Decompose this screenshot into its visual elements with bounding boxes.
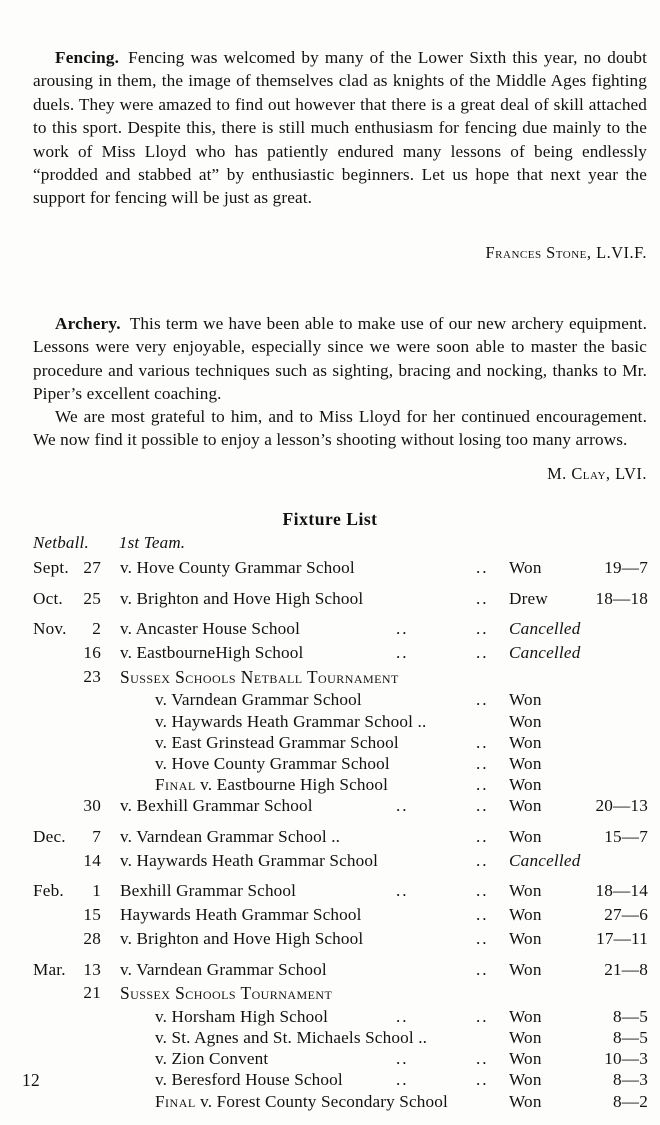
- fixture-opponent: v. Hove County Grammar School: [120, 558, 355, 577]
- fixture-leader-dots: ..: [476, 754, 489, 773]
- fixture-opponent: v. Hove County Grammar School: [155, 754, 390, 773]
- fixture-score: 8—5: [613, 1028, 648, 1048]
- fixture-row: [0, 619, 660, 643]
- fixture-leader-dots: ..: [396, 643, 409, 663]
- fixture-row: [0, 1028, 660, 1049]
- fixture-leader-dots: ..: [476, 850, 489, 870]
- fixture-final-label: Final: [155, 775, 196, 795]
- archery-heading: Archery.: [55, 314, 121, 333]
- fixture-result: Won: [509, 775, 542, 795]
- fixture-row: [0, 712, 660, 733]
- fencing-byline-text: Frances Stone, L.VI.F.: [485, 243, 647, 262]
- fixture-score: 8—5: [613, 1006, 648, 1026]
- fixture-month: Sept.: [33, 558, 69, 577]
- fixture-leader-dots: ..: [476, 775, 489, 795]
- fixture-leader-dots: ..: [476, 827, 489, 847]
- fixture-result: Won: [509, 796, 542, 816]
- fixture-tournament-heading: Sussex Schools Netball Tournament: [120, 666, 399, 687]
- fixture-day: 30: [83, 796, 101, 816]
- fixture-leader-dots: ..: [476, 905, 489, 925]
- fixture-row: [0, 775, 660, 796]
- fixture-leader-dots: ..: [476, 643, 489, 663]
- fixture-month: Mar.: [33, 959, 66, 979]
- fixture-row: [0, 1049, 660, 1070]
- fixture-leader-dots: ..: [476, 558, 489, 577]
- fixture-row: [0, 589, 660, 613]
- fixture-opponent: Final v. Eastbourne High School: [155, 775, 389, 795]
- fixture-opponent: v. Bexhill Grammar School: [120, 796, 313, 816]
- fixture-row: [0, 1092, 660, 1113]
- fixture-leader-dots: ..: [476, 796, 489, 816]
- fixture-row: [0, 983, 660, 1007]
- fixture-opponent: v. Ancaster House School: [120, 619, 301, 639]
- fixture-opponent: v. Brighton and Hove High School: [120, 588, 364, 608]
- fixture-leader-dots: ..: [476, 1070, 489, 1090]
- fixture-row: [0, 796, 660, 820]
- fixture-leader-dots: ..: [476, 588, 489, 608]
- fixture-result: Won: [509, 959, 542, 979]
- fixture-result: Won: [509, 732, 542, 752]
- fixture-score: 20—13: [595, 796, 648, 816]
- fixture-day: 15: [83, 905, 101, 925]
- fixture-result: Won: [509, 558, 542, 577]
- fixture-leader-dots: ..: [476, 928, 489, 948]
- fixture-day: 27: [83, 558, 101, 577]
- fixture-opponent: Haywards Heath Grammar School: [120, 905, 362, 925]
- fixture-row: [0, 905, 660, 929]
- fixture-row: [0, 558, 660, 582]
- fixture-row: [0, 690, 660, 711]
- fixture-opponent: v. Varndean Grammar School: [120, 959, 327, 979]
- fixture-result: Won: [509, 905, 542, 925]
- fixture-row: [0, 754, 660, 775]
- fixture-score: 18—14: [595, 881, 648, 901]
- section-archery: [33, 312, 647, 406]
- fixture-row: [0, 960, 660, 984]
- fixture-opponent: v. Haywards Heath Grammar School ..: [155, 711, 427, 731]
- fixture-final-label: Final: [155, 1091, 196, 1111]
- fixture-list-title: Fixture List: [282, 509, 378, 529]
- fixture-month: Dec.: [33, 827, 66, 847]
- fixture-day: 7: [92, 827, 101, 847]
- fixture-day: 13: [83, 959, 101, 979]
- section-fencing: [33, 46, 647, 210]
- fixture-score: 19—7: [604, 558, 648, 577]
- fixture-opponent: v. St. Agnes and St. Michaels School ..: [155, 1028, 428, 1048]
- fixture-day: 14: [83, 850, 101, 870]
- fixture-leader-dots: ..: [396, 881, 409, 901]
- fencing-byline: [33, 243, 647, 263]
- archery-paragraph-2: We are most grateful to him, and to Miss Lloyd for her continued encouragement. We now find it possible to enjoy a lesson’s shooting without losing too many arrows.: [33, 407, 647, 450]
- fixture-team-label: 1st Team.: [118, 533, 186, 552]
- fixture-row: [0, 1070, 660, 1091]
- fixture-result: Won: [509, 711, 542, 731]
- fixture-row: [0, 1007, 660, 1028]
- fencing-body-text: Fencing was welcomed by many of the Lower Sixth this year, no doubt arousing in them, the image of themselves clad as knights of the Middle Ages fighting duels. They were amazed to find out however that there is a great deal of skill attached to this sport. Despite this, there is still much enthusiasm for fencing due mainly to the work of Miss Lloyd who has patiently endured many lessons of being endlessly “prodded and stabbed at” by enthusiastic beginners. Let us hope that next year the support for fencing will be just as great.: [33, 48, 647, 208]
- fixture-result: Won: [509, 827, 542, 847]
- fixture-result: Won: [509, 1091, 542, 1111]
- fixture-score: 21—8: [604, 959, 648, 979]
- archery-byline: [33, 464, 647, 484]
- fixture-row: [0, 881, 660, 905]
- fixture-leader-dots: ..: [396, 1049, 409, 1069]
- fixture-opponent: v. Brighton and Hove High School: [120, 928, 364, 948]
- fixture-result: Won: [509, 1006, 542, 1026]
- fixture-sport-label: Netball.: [33, 533, 89, 552]
- fixture-opponent: v. Varndean Grammar School: [155, 690, 362, 710]
- fixture-day: 23: [83, 666, 101, 686]
- fixture-leader-dots: ..: [396, 619, 409, 639]
- fixture-month: Feb.: [33, 881, 64, 901]
- fixture-opponent: Bexhill Grammar School: [120, 881, 297, 901]
- fixture-result: Won: [509, 1028, 542, 1048]
- fixture-opponent: Final v. Forest County Secondary School: [155, 1091, 448, 1111]
- archery-byline-text: M. Clay, LVI.: [547, 464, 647, 483]
- fixture-result: Won: [509, 1070, 542, 1090]
- fixture-result: Won: [509, 881, 542, 901]
- fixture-opponent: v. Horsham High School: [155, 1006, 329, 1026]
- fixture-score: 15—7: [604, 827, 648, 847]
- fixture-opponent: v. Beresford House School: [155, 1070, 343, 1090]
- fixture-score: 10—3: [604, 1049, 648, 1069]
- fixture-opponent: v. Haywards Heath Grammar School: [120, 850, 379, 870]
- fixture-day: 28: [83, 928, 101, 948]
- fixture-row: [0, 827, 660, 851]
- fixture-row: [0, 733, 660, 754]
- fixture-score: 27—6: [604, 905, 648, 925]
- fixture-score: 18—18: [595, 588, 648, 608]
- fixture-result: Cancelled: [509, 850, 581, 870]
- archery-paragraph-1: [33, 312, 647, 406]
- fixture-row: [0, 643, 660, 667]
- fixture-row: [0, 929, 660, 953]
- fixture-leader-dots: ..: [476, 959, 489, 979]
- fixture-table: [0, 558, 660, 1113]
- fixture-score: 8—2: [613, 1091, 648, 1111]
- fixture-leader-dots: ..: [396, 1070, 409, 1090]
- fixture-leader-dots: ..: [476, 690, 489, 710]
- fixture-month: Nov.: [33, 619, 67, 639]
- fixture-result: Won: [509, 928, 542, 948]
- fixture-leader-dots: ..: [476, 1049, 489, 1069]
- fixture-score: 8—3: [613, 1070, 648, 1090]
- fixture-leader-dots: ..: [476, 619, 489, 639]
- fixture-leader-dots: ..: [476, 881, 489, 901]
- fixture-row: [0, 667, 660, 691]
- fixture-result: Won: [509, 1049, 542, 1069]
- fixture-opponent: v. EastbourneHigh School: [120, 643, 304, 663]
- fixture-list-subheading: [33, 533, 185, 553]
- fencing-heading: Fencing.: [55, 48, 120, 67]
- section-archery-continued: [33, 405, 647, 452]
- fixture-opponent: v. Varndean Grammar School ..: [120, 827, 341, 847]
- fixture-result: Drew: [509, 588, 548, 608]
- fixture-day: 1: [92, 881, 101, 901]
- fencing-paragraph: [33, 46, 647, 210]
- fixture-result: Won: [509, 754, 542, 773]
- fixture-result: Cancelled: [509, 643, 581, 663]
- fixture-day: 21: [83, 983, 101, 1003]
- archery-body-text: This term we have been able to make use of our new archery equipment. Lessons were very enjoyable, especially since we were soon able to master the basic procedure and various techniques such as sighting, bracing and nocking, thanks to Mr. Piper’s excellent coaching.: [33, 314, 647, 404]
- fixture-opponent: v. Zion Convent: [155, 1049, 269, 1069]
- fixture-day: 16: [83, 643, 101, 663]
- fixture-opponent: v. East Grinstead Grammar School: [155, 732, 399, 752]
- fixture-result: Won: [509, 690, 542, 710]
- fixture-score: 17—11: [596, 928, 648, 948]
- fixture-tournament-heading: Sussex Schools Tournament: [120, 983, 333, 1004]
- fixture-result: Cancelled: [509, 619, 581, 639]
- fixture-day: 25: [83, 588, 101, 608]
- fixture-leader-dots: ..: [476, 1006, 489, 1026]
- fixture-leader-dots: ..: [396, 796, 409, 816]
- fixture-leader-dots: ..: [476, 732, 489, 752]
- fixture-row: [0, 851, 660, 875]
- fixture-month: Oct.: [33, 588, 63, 608]
- fixture-leader-dots: ..: [396, 1006, 409, 1026]
- page-number: 12: [22, 1070, 40, 1090]
- fixture-day: 2: [92, 619, 101, 639]
